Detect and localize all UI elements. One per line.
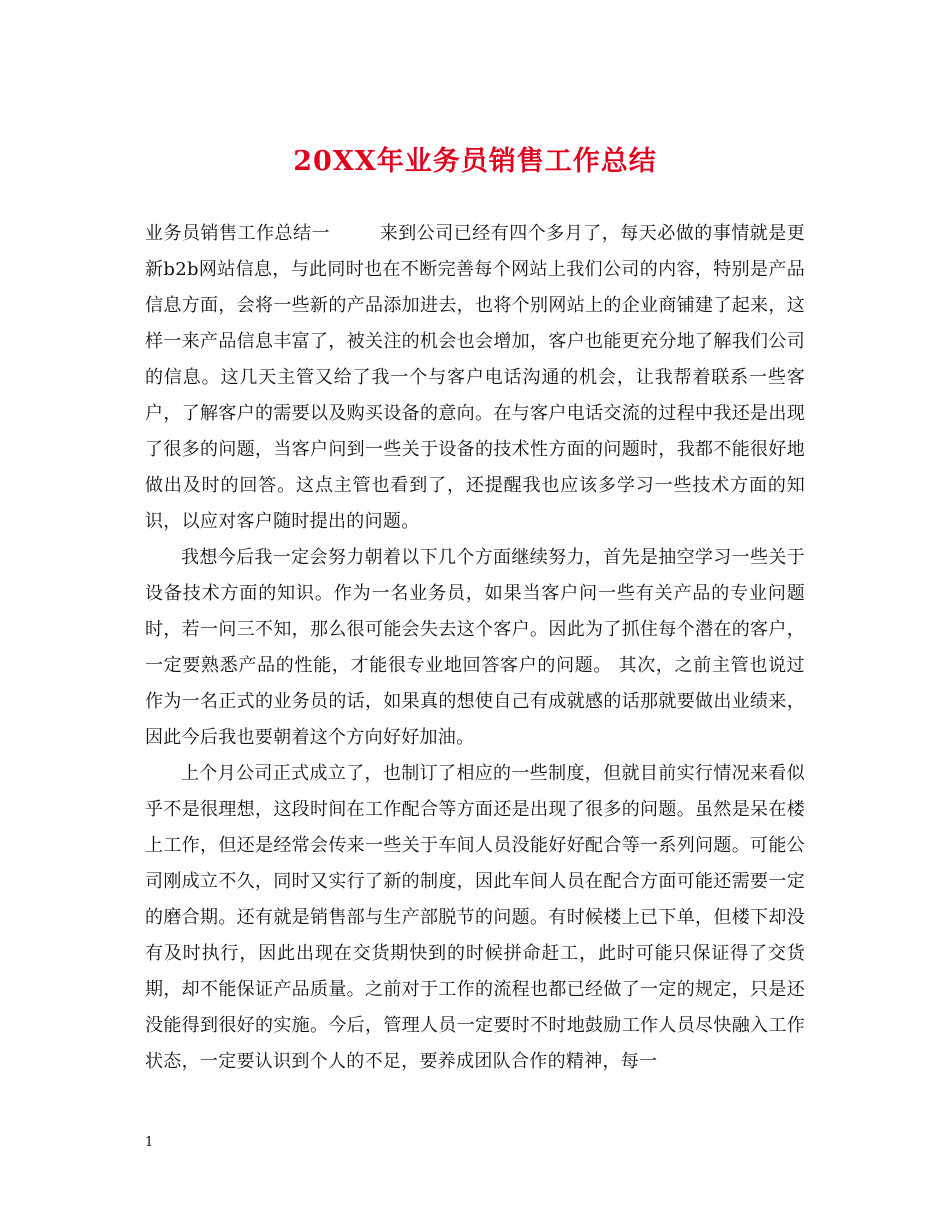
paragraph-1-text: 来到公司已经有四个多月了，每天必做的事情就是更新b2b网站信息，与此同时也在不断完善每个网站上我们公司的内容，特别是产品信息方面，会将一些新的产品添加进去，也将个别网站上的企业商铺建了起来，这样一来产品信息丰富了，被关注的机会也会增加，客户也能更充分地了解我们公司的信息。这几天主管又给了我一个与客户电话沟通的机会，让我帮着联系一些客户，了解客户的需要以及购买设备的意向。在与客户电话交流的过程中我还是出现了很多的问题，当客户问到一些关于设备的技术性方面的问题时，我都不能很好地做出及时的回答。这点主管也看到了，还提醒我也应该多学习一些技术方面的知识，以应对客户随时提出的问题。 (145, 223, 805, 532)
paragraph-1-lead: 业务员销售工作总结一 (145, 223, 330, 244)
page-number: 1 (145, 1135, 154, 1150)
paragraph-1 (145, 216, 805, 540)
paragraph-1-gap (330, 223, 380, 244)
document-body (145, 216, 805, 1080)
paragraph-2: 我想今后我一定会努力朝着以下几个方面继续努力，首先是抽空学习一些关于设备技术方面的知识。作为一名业务员，如果当客户问一些有关产品的专业问题时，若一问三不知，那么很可能会失去这个客户。因此为了抓住每个潜在的客户，一定要熟悉产品的性能，才能很专业地回答客户的问题。 其次，之前主管也说过作为一名正式的业务员的话，如果真的想使自己有成就感的话那就要做出业绩来，因此今后我也要朝着这个方向好好加油。 (145, 547, 805, 748)
document-title: 20XX年业务员销售工作总结 (293, 146, 657, 177)
paragraph-3: 上个月公司正式成立了，也制订了相应的一些制度，但就目前实行情况来看似乎不是很理想，这段时间在工作配合等方面还是出现了很多的问题。虽然是呆在楼上工作，但还是经常会传来一些关于车间人员没能好好配合等一系列问题。可能公司刚成立不久，同时又实行了新的制度，因此车间人员在配合方面可能还需要一定的磨合期。还有就是销售部与生产部脱节的问题。有时候楼上已下单，但楼下却没有及时执行，因此出现在交货期快到的时候拼命赶工，此时可能只保证得了交货期，却不能保证产品质量。之前对于工作的流程也都已经做了一定的规定，只是还没能得到很好的实施。今后，管理人员一定要时不时地鼓励工作人员尽快融入工作状态，一定要认识到个人的不足，要养成团队合作的精神，每一 (145, 763, 805, 1072)
